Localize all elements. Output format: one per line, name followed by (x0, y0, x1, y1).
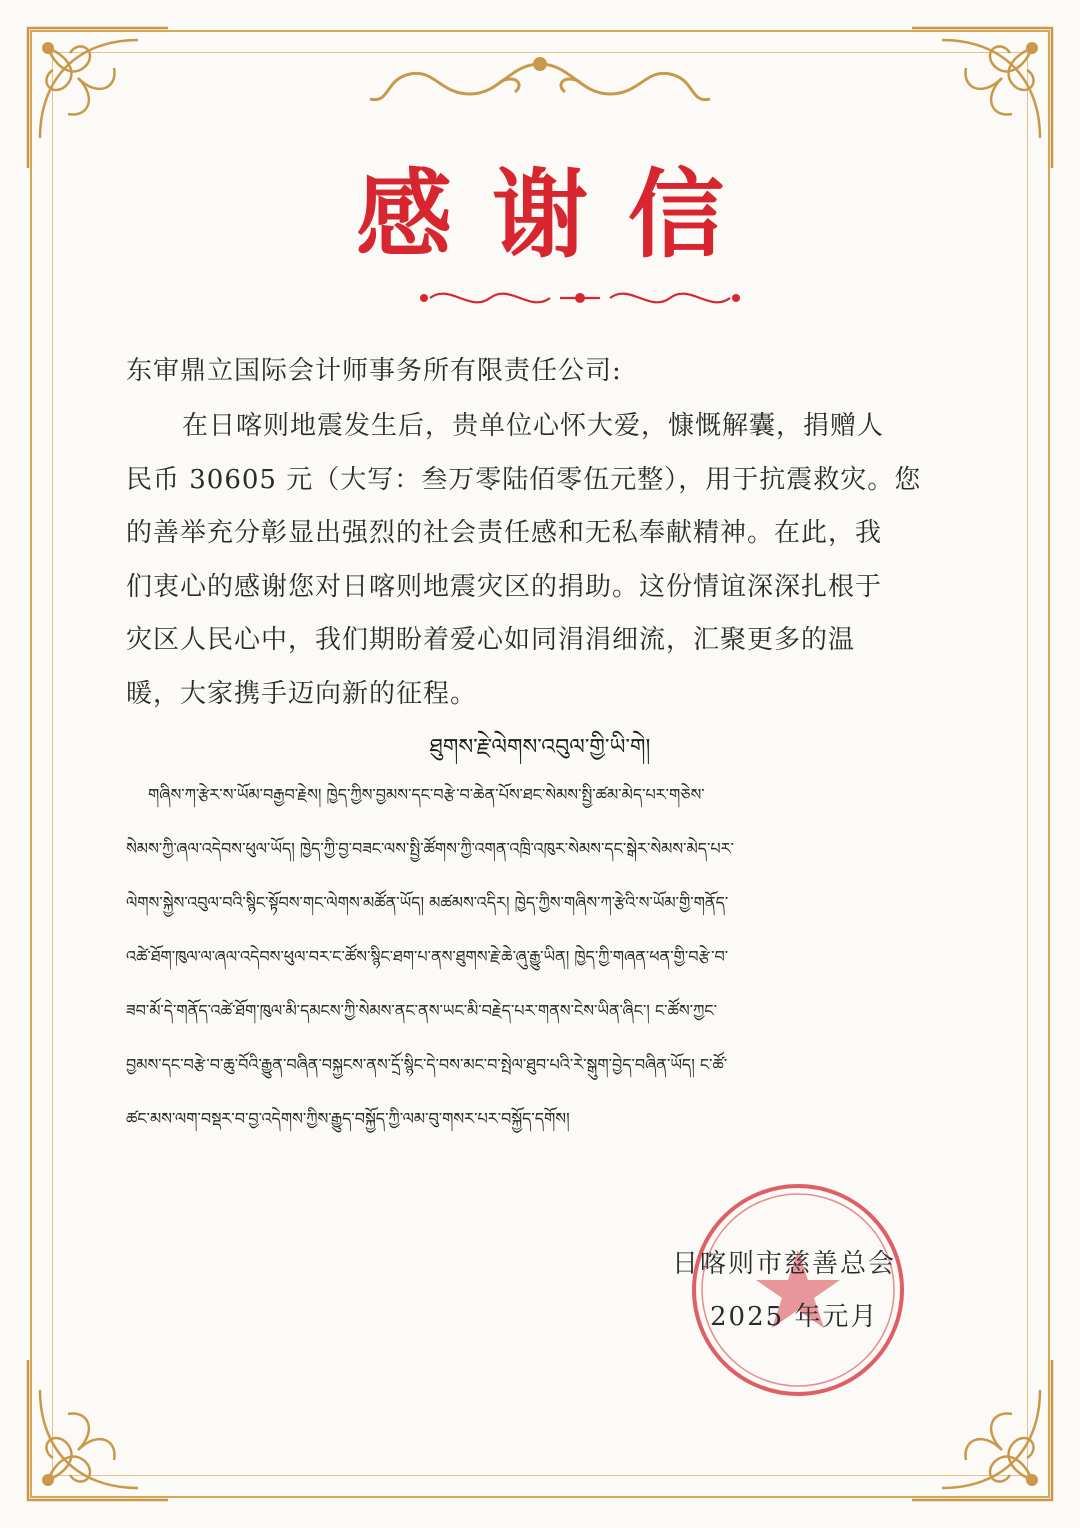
body-line: 灾区人民心中，我们期盼着爱心如同涓涓细流，汇聚更多的温 (126, 625, 856, 655)
tibetan-line: ཚང་མས་ལག་བསྡར་བ་བྱ་འདེགས་ཀྱིས་རྒྱུད་བསྐྱོད་ཀྱི་ལམ་བུ་གསར་པར་བསྐྱོད་དགོས། (126, 1109, 570, 1128)
corner-ornament-icon (902, 18, 1062, 178)
corner-ornament-icon (18, 1350, 178, 1510)
corner-ornament-icon (902, 1350, 1062, 1510)
body-line: 们衷心的感谢您对日喀则地震灾区的捐助。这份情谊深深扎根于 (126, 571, 883, 602)
signer-organization: 日喀则市慈善总会 (672, 1249, 897, 1279)
addressee: 东审鼎立国际会计师事务所有限责任公司: (126, 356, 622, 386)
tibetan-line: ལེགས་སྐྱེས་འབུལ་བའི་སྙིང་སྟོབས་གང་ལེགས་མཚོན་ཡོད། མཚམས་འདིར། ཁྱེད་ཀྱིས་གཞིས་ཀ་རྩེའི་ས་ཡོམ་གྱི་གནོད་ (126, 893, 729, 912)
tibetan-line: སེམས་ཀྱི་ཞལ་འདེབས་ཕུལ་ཡོད། ཁྱེད་ཀྱི་བྱ་བཟང་ལས་སྤྱི་ཚོགས་ཀྱི་འགན་འཁྲི་འཁུར་སེམས་དང་སྒེར་སེམས་མེད་པར་ (126, 839, 734, 858)
page-title: 感谢信 (356, 159, 764, 271)
corner-ornament-icon (18, 18, 178, 178)
tibetan-line: འཚེ་ཐོག་ཁུལ་ལ་ཞལ་འདེབས་ཕུལ་བར་ང་ཚོས་སྙིང་ཐག་པ་ནས་ཐུགས་རྗེ་ཆེ་ཞུ་རྒྱུ་ཡིན། ཁྱེད་ཀྱི་གཞན་ཕན་གྱི་བརྩེ་བ་ (126, 947, 729, 966)
official-seal-icon (688, 1180, 908, 1400)
tibetan-body (126, 768, 956, 1146)
body-line: 在日喀则地震发生后，贵单位心怀大爱，慷慨解囊，捐赠人 (182, 411, 885, 441)
tibetan-title: ཐུགས་རྗེ་ལེགས་འབུལ་གྱི་ཡི་གེ། (429, 735, 651, 760)
top-flourish-icon (340, 44, 740, 124)
body-line: 的善举充分彰显出强烈的社会责任感和无私奉献精神。在此，我 (126, 518, 883, 548)
tibetan-line: གཞིས་ཀ་རྩེར་ས་ཡོམ་བརྒྱབ་རྗེས། ཁྱེད་ཀྱིས་བྱམས་དང་བརྩེ་བ་ཆེན་པོས་ཐང་སེམས་སྤྱི་ཚམ་མེད་པར་གཅེས་ (148, 785, 705, 804)
body-line: 暖，大家携手迈向新的征程。 (126, 678, 478, 709)
title-underline-flourish-icon (410, 278, 750, 318)
tibetan-line: ཟབ་མོ་དེ་གནོད་འཚེ་ཐོག་ཁུལ་མི་དམངས་ཀྱི་སེམས་ནང་ནས་ཡང་མི་བརྗེད་པར་གནས་ངེས་ཡིན་ཞིང་། ང་ཚོས་ཀྱང་ (126, 1001, 717, 1020)
tibetan-line: བྱམས་དང་བརྩེ་བ་ཆུ་བོའི་རྒྱུན་བཞིན་བསྐྱངས་ནས་དྲོ་སྙིང་དེ་བས་མང་བ་སྤེལ་ཐུབ་པའི་རེ་སྒུག་བྱེད་བཞིན་ཡོད། ང་ཚོ་ (126, 1055, 728, 1074)
letter-date: 2025 年元月 (710, 1302, 879, 1332)
body-line: 民币 30605 元（大写：叁万零陆佰零伍元整），用于抗震救灾。您 (126, 464, 922, 495)
letter-body (126, 400, 956, 721)
